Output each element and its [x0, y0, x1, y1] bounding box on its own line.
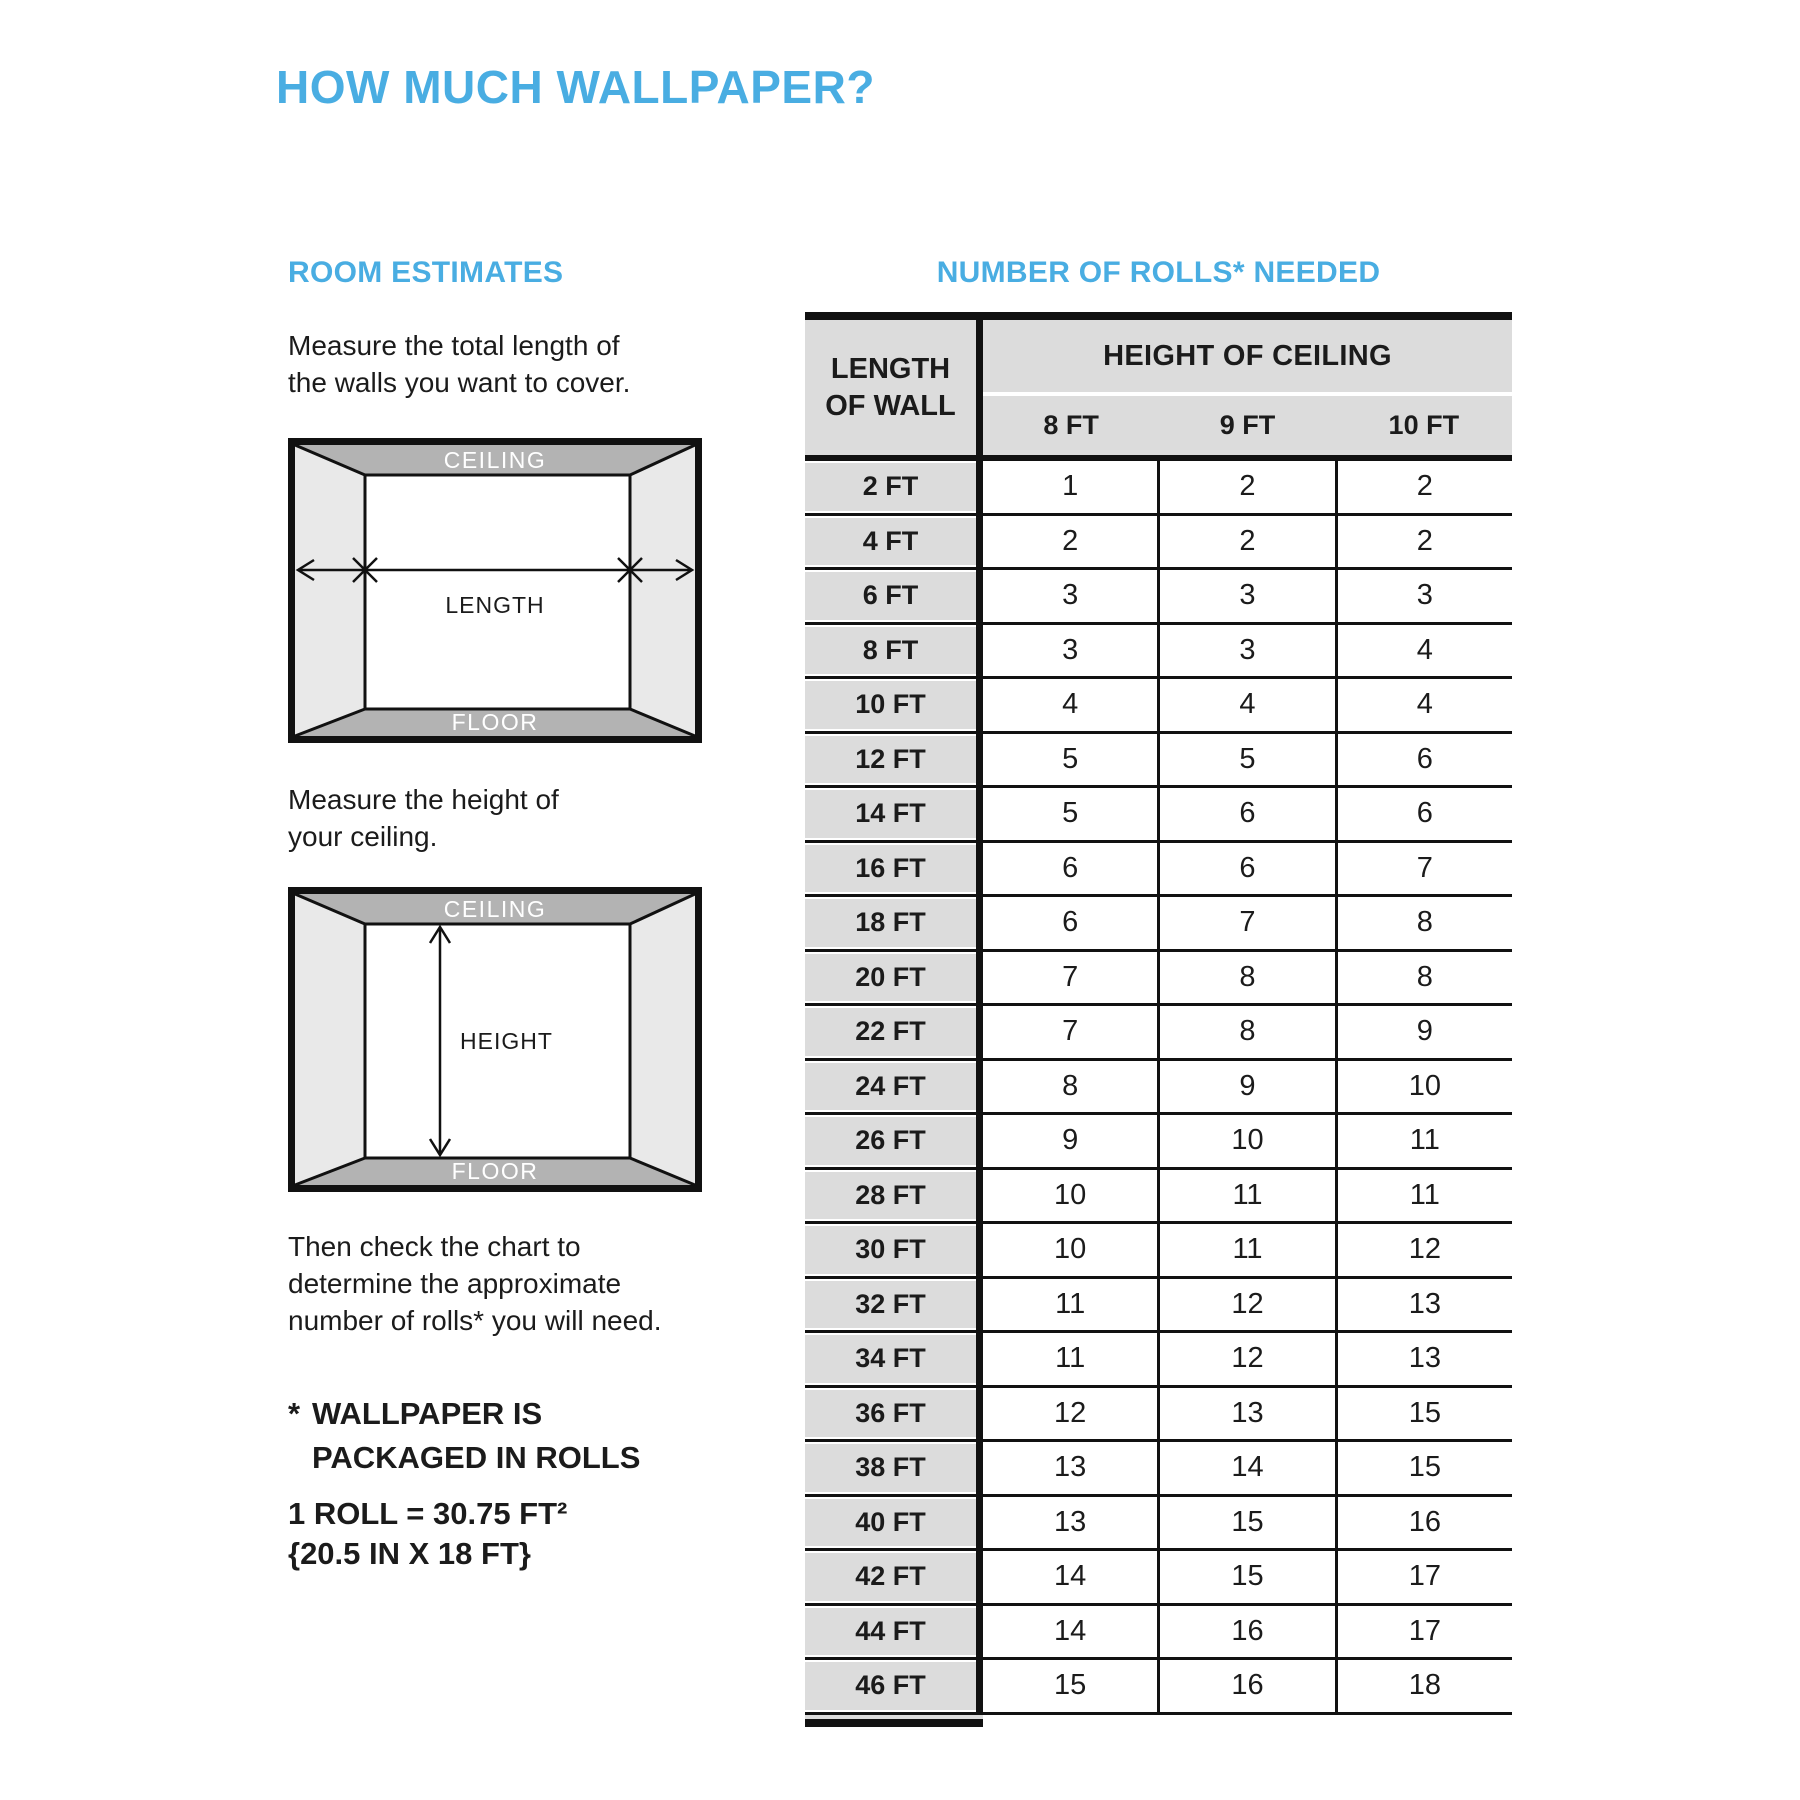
table-cell: 9 — [1160, 1061, 1337, 1113]
table-cell: 8 — [1160, 952, 1337, 1004]
table-cell: 8 — [1416, 960, 1433, 993]
table-cell: 2 — [983, 516, 1160, 568]
table-cell: 7 — [1416, 851, 1433, 884]
table-cell: 13 — [1408, 1287, 1441, 1320]
right-wall — [630, 894, 695, 1185]
table-cell: 7 — [983, 952, 1160, 1004]
row-label: 46 FT — [805, 1660, 976, 1712]
table-cell: 13 — [983, 1442, 1160, 1494]
table-cell: 15 — [1408, 1451, 1441, 1484]
table-row — [805, 1006, 1512, 1061]
table-cell: 5 — [1160, 734, 1337, 786]
table-cell: 6 — [1416, 742, 1433, 775]
table-body — [805, 461, 1512, 1715]
table-cell: 11 — [1409, 1178, 1440, 1211]
row-label: 40 FT — [805, 1497, 976, 1549]
table-cell: 4 — [1416, 688, 1433, 721]
row-label: 30 FT — [805, 1224, 976, 1276]
row-label: 44 FT — [805, 1606, 976, 1658]
table-row — [805, 1115, 1512, 1170]
right-wall — [630, 445, 695, 736]
room-height-diagram — [288, 887, 702, 1192]
table-cell: 3 — [983, 570, 1160, 622]
table-cell: 6 — [1160, 843, 1337, 895]
table-cell: 7 — [1160, 897, 1337, 949]
table-cell: 8 — [1416, 906, 1433, 939]
row-label: 18 FT — [805, 897, 976, 949]
table-cell: 8 — [983, 1061, 1160, 1113]
table-cell: 11 — [1160, 1170, 1337, 1222]
table-cell: 16 — [1160, 1606, 1337, 1658]
table-cell: 17 — [1408, 1560, 1441, 1593]
ceiling-label: CEILING — [443, 447, 547, 473]
table-cell: 4 — [1160, 679, 1337, 731]
table-cell: 9 — [1416, 1015, 1433, 1048]
row-label: 26 FT — [805, 1115, 976, 1167]
table-cell: 14 — [1160, 1442, 1337, 1494]
instruction-line: determine the approximate — [288, 1268, 622, 1299]
row-label: 14 FT — [805, 788, 976, 840]
table-row — [805, 516, 1512, 571]
table-row — [805, 843, 1512, 898]
row-label: 16 FT — [805, 843, 976, 895]
row-label: 32 FT — [805, 1279, 976, 1331]
table-cell: 6 — [1160, 788, 1337, 840]
table-cell: 9 — [983, 1115, 1160, 1167]
table-cell: 10 — [983, 1170, 1160, 1222]
table-row — [805, 1061, 1512, 1116]
table-row — [805, 788, 1512, 843]
row-label: 20 FT — [805, 952, 976, 1004]
table-cell: 2 — [1416, 470, 1433, 503]
table-cell: 2 — [1160, 516, 1337, 568]
table-cell: 14 — [983, 1606, 1160, 1658]
table-cell: 13 — [983, 1497, 1160, 1549]
left-wall — [295, 894, 365, 1185]
row-label: 34 FT — [805, 1333, 976, 1385]
instruction-line: the walls you want to cover. — [288, 367, 631, 398]
table-row — [805, 461, 1512, 516]
table-cell: 17 — [1408, 1614, 1441, 1647]
table-cell: 3 — [1416, 579, 1433, 612]
table-row — [805, 1388, 1512, 1443]
table-cell: 11 — [983, 1279, 1160, 1331]
instruction-line: your ceiling. — [288, 821, 438, 852]
table-cell: 15 — [1160, 1497, 1337, 1549]
row-axis-header — [805, 320, 976, 455]
row-label: 10 FT — [805, 679, 976, 731]
table-row — [805, 1224, 1512, 1279]
table-cell: 10 — [1408, 1069, 1441, 1102]
rolls-needed-heading: NUMBER OF ROLLS* NEEDED — [936, 256, 1381, 289]
page-title: HOW MUCH WALLPAPER? — [276, 61, 875, 113]
table-cell: 11 — [1160, 1224, 1337, 1276]
row-label: 6 FT — [805, 570, 976, 622]
table-cell: 15 — [1408, 1396, 1441, 1429]
footnote-line: PACKAGED IN ROLLS — [312, 1440, 641, 1475]
table-cell: 4 — [1416, 633, 1433, 666]
table-row — [805, 734, 1512, 789]
table-cell: 1 — [983, 461, 1160, 513]
table-cell: 3 — [983, 625, 1160, 677]
floor-label: FLOOR — [451, 1158, 539, 1184]
row-label: 2 FT — [805, 461, 976, 513]
table-cell: 14 — [983, 1551, 1160, 1603]
table-cell: 11 — [983, 1333, 1160, 1385]
roll-size-info — [288, 1494, 567, 1574]
table-cell: 6 — [983, 897, 1160, 949]
instruction-check-chart — [288, 1228, 662, 1339]
instruction-line: Then check the chart to — [288, 1231, 581, 1262]
column-header-10ft: 10 FT — [1388, 410, 1460, 440]
table-row — [805, 1333, 1512, 1388]
table-cell: 2 — [1416, 524, 1433, 557]
ceiling-label: CEILING — [443, 896, 547, 922]
table-cell: 4 — [983, 679, 1160, 731]
table-cell: 2 — [1160, 461, 1337, 513]
instruction-line: number of rolls* you will need. — [288, 1305, 662, 1336]
room-estimates-heading: ROOM ESTIMATES — [288, 256, 564, 289]
table-row — [805, 679, 1512, 734]
table-row — [805, 1279, 1512, 1334]
table-cell: 6 — [1416, 797, 1433, 830]
column-header-area — [983, 320, 1512, 455]
table-cell: 13 — [1408, 1342, 1441, 1375]
table-cell: 15 — [983, 1660, 1160, 1712]
table-cell: 16 — [1160, 1660, 1337, 1712]
instruction-measure-length — [288, 327, 630, 401]
footnote-line: WALLPAPER IS — [312, 1396, 543, 1431]
table-cell: 6 — [983, 843, 1160, 895]
table-cell: 12 — [1160, 1279, 1337, 1331]
table-cell: 12 — [1160, 1333, 1337, 1385]
height-label: HEIGHT — [460, 1028, 553, 1054]
table-bottom-cap — [805, 1715, 983, 1727]
table-cell: 10 — [1160, 1115, 1337, 1167]
row-label: 28 FT — [805, 1170, 976, 1222]
table-row — [805, 952, 1512, 1007]
table-cell: 3 — [1160, 570, 1337, 622]
table-cell: 13 — [1160, 1388, 1337, 1440]
rolls-footnote — [288, 1392, 640, 1480]
table-cell: 11 — [1409, 1124, 1440, 1157]
table-row — [805, 1442, 1512, 1497]
column-group-header: HEIGHT OF CEILING — [983, 320, 1512, 392]
table-row — [805, 1497, 1512, 1552]
length-label: LENGTH — [445, 592, 545, 618]
column-header-9ft: 9 FT — [1219, 410, 1276, 440]
table-header — [805, 320, 1512, 461]
row-label: 42 FT — [805, 1551, 976, 1603]
instruction-line: Measure the height of — [288, 784, 559, 815]
table-column-divider — [976, 312, 983, 1715]
instruction-measure-height — [288, 781, 559, 855]
roll-size-line: 1 ROLL = 30.75 FT² — [288, 1496, 568, 1531]
table-row — [805, 1551, 1512, 1606]
column-header-8ft: 8 FT — [1043, 410, 1099, 440]
table-cell: 7 — [983, 1006, 1160, 1058]
row-label: 36 FT — [805, 1388, 976, 1440]
row-label: 38 FT — [805, 1442, 976, 1494]
table-cell: 10 — [983, 1224, 1160, 1276]
row-axis-header-line: OF WALL — [825, 389, 956, 422]
table-row — [805, 1170, 1512, 1225]
table-cell: 12 — [1408, 1233, 1441, 1266]
table-top-border — [805, 312, 1512, 320]
roll-size-line: {20.5 IN X 18 FT} — [288, 1536, 531, 1571]
table-row — [805, 625, 1512, 680]
instruction-line: Measure the total length of — [288, 330, 620, 361]
table-cell: 5 — [983, 734, 1160, 786]
row-axis-header-line: LENGTH — [830, 352, 951, 385]
footnote-asterisk: * — [288, 1396, 301, 1431]
table-cell: 18 — [1408, 1669, 1441, 1702]
table-cell: 3 — [1160, 625, 1337, 677]
table-cell: 12 — [983, 1388, 1160, 1440]
row-label: 8 FT — [805, 625, 976, 677]
floor-label: FLOOR — [451, 709, 539, 735]
left-wall — [295, 445, 365, 736]
table-row — [805, 1606, 1512, 1661]
column-headers — [983, 396, 1512, 455]
table-cell: 8 — [1160, 1006, 1337, 1058]
table-cell: 5 — [983, 788, 1160, 840]
rolls-table — [805, 312, 1512, 1727]
row-label: 22 FT — [805, 1006, 976, 1058]
row-label: 24 FT — [805, 1061, 976, 1113]
table-row — [805, 1660, 1512, 1715]
table-row — [805, 570, 1512, 625]
table-cell: 15 — [1160, 1551, 1337, 1603]
table-cell: 16 — [1408, 1505, 1441, 1538]
room-length-diagram — [288, 438, 702, 743]
table-row — [805, 897, 1512, 952]
row-label: 4 FT — [805, 516, 976, 568]
row-label: 12 FT — [805, 734, 976, 786]
